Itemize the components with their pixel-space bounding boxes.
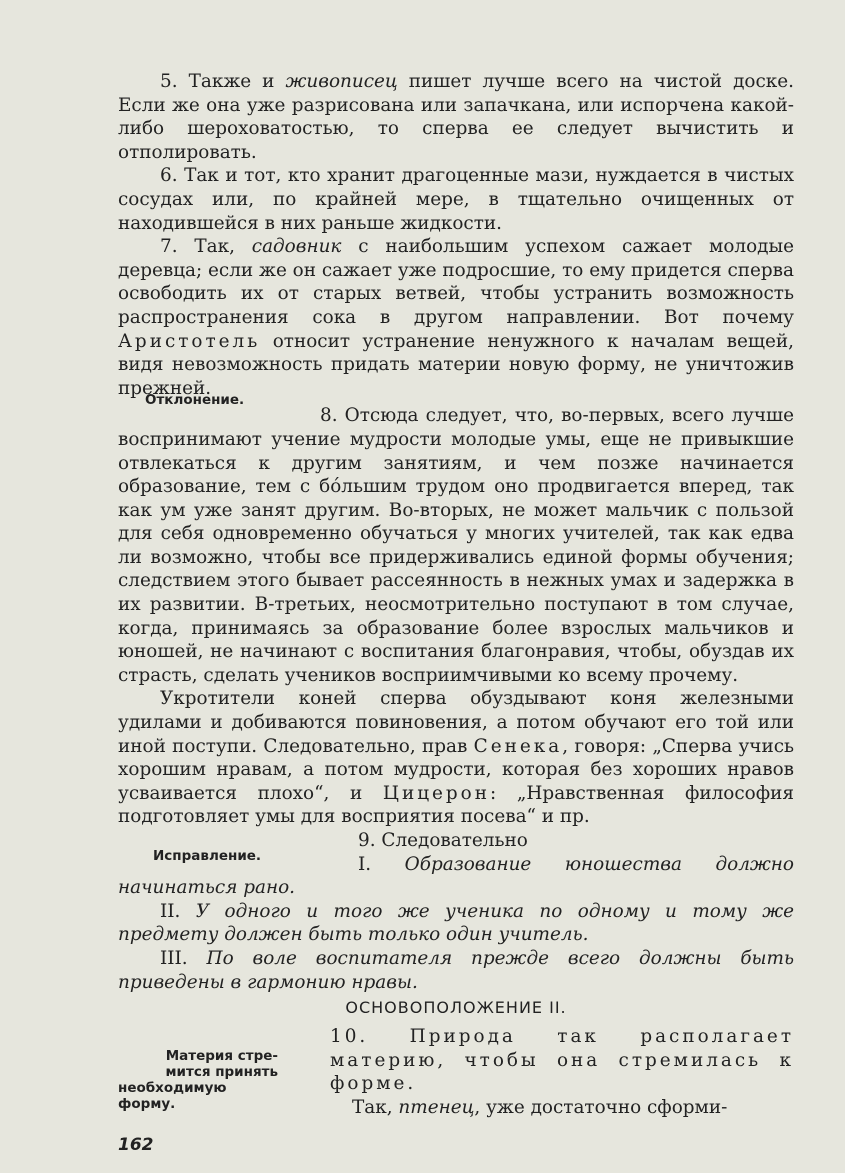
italic-rule: Образование юношества должно начинаться рано.: [118, 853, 794, 899]
text-run: : „Нравственная философия подготовляет умы для восприятия посева“ и пр.: [118, 782, 794, 828]
text-run: 5. Также и: [160, 71, 286, 92]
margin-note-matter: [118, 1048, 278, 1112]
item-number: III.: [160, 947, 207, 969]
page-number: 162: [118, 1135, 154, 1155]
margin-note-deviation: Отклонение.: [145, 392, 245, 408]
text-run: относит устранение ненужного к началам вещей, видя невозможность придать материи новую форму, не уничтожив прежней.: [118, 330, 794, 399]
italic-term: птенец: [398, 1096, 475, 1118]
margin-note-correction: Исправление.: [153, 848, 262, 864]
italic-term: садовник: [251, 236, 342, 258]
spaced-name: Сенека: [473, 735, 563, 757]
text-run: Так,: [352, 1096, 399, 1118]
main-text-lower: [330, 1025, 794, 1119]
spaced-name: Аристотель: [118, 330, 261, 352]
text-run: , говоря: „Сперва учись хорошим нравам, а потом мудрости, которая без хороших нравов усваивается плохо“, и: [118, 735, 795, 804]
paragraph-10: [330, 1025, 794, 1096]
paragraph-9-iii: [118, 947, 794, 994]
paragraph-5: [118, 70, 794, 164]
margin-note-line: форму.: [118, 1096, 176, 1112]
paragraph-6: 6. Так и тот, кто хранит драгоценные мази, нуждается в чистых сосудах или, по крайней мере, в тщательно очищенных от находившейся в них раньше жидкости.: [118, 165, 794, 234]
paragraph-tamers: [118, 687, 794, 829]
spaced-name: Цицерон: [382, 782, 491, 804]
text-run: 10. Природа так располагает материю, чтобы она стремилась к форме.: [330, 1026, 794, 1095]
item-number: II.: [160, 900, 196, 922]
paragraph-7: [118, 235, 794, 400]
paragraph-9-ii: [118, 900, 794, 947]
margin-note-line: мится принять: [165, 1064, 278, 1080]
italic-term: живописец: [285, 71, 398, 92]
paragraph-8: 8. Отсюда следует, что, во-первых, всего лучше воспринимают учение мудрости молодые умы, еще не привыкшие отвлекаться к другим занятиям, и чем позже начинается образование, тем с бо́льшим трудом оно продвигается вперед, так как ум уже занят другим. Во-вторых, не может мальчик с пользой для себя одновременно обучаться у многих учителей, так как едва ли возможно, чтобы все придерживались единой формы обучения; следствием этого бывает рассеянность в нежных умах и задержка в их развитии. В-третьих, неосмотрительно поступают в том случае, когда, принимаясь за образование более взрослых мальчиков и юношей, не начинают с воспитания благонравия, чтобы, обуздав их страсть, сделать учеников восприимчивыми ко всему прочему.: [118, 405, 794, 686]
margin-note-line: Материя стре-: [165, 1048, 278, 1064]
paragraph-9-intro: 9. Следовательно: [358, 830, 528, 851]
item-number: I.: [358, 853, 405, 875]
text-run: с наибольшим успехом сажает молодые деревца; если же он сажает уже подросшие, то ему придется сперва освободить их от старых ветвей, чтобы устранить возможность распространения сока в другом направлении. Вот почему: [118, 236, 794, 328]
margin-note-line: необходимую: [118, 1080, 227, 1096]
text-run: Укротители коней сперва обуздывают коня железными удилами и добиваются повиновения, а потом обучают его той или иной поступи. Следовательно, прав: [118, 688, 794, 757]
italic-rule: У одного и того же ученика по одному и тому же предмету должен быть только один учитель.: [118, 900, 794, 946]
text-run: пишет лучше всего на чистой доске. Если же она уже разрисована или запачкана, или испорчена какой-либо шероховатостью, то сперва ее следует вычистить и отполировать.: [118, 71, 794, 163]
text-run: , уже достаточно сформи-: [474, 1096, 728, 1118]
text-run: 7. Так,: [160, 236, 252, 258]
section-heading: ОСНОВОПОЛОЖЕНИЕ II.: [345, 998, 567, 1017]
italic-rule: По воле воспитателя прежде всего должны быть приведены в гармонию нравы.: [118, 947, 794, 993]
paragraph-bird: [330, 1096, 794, 1120]
